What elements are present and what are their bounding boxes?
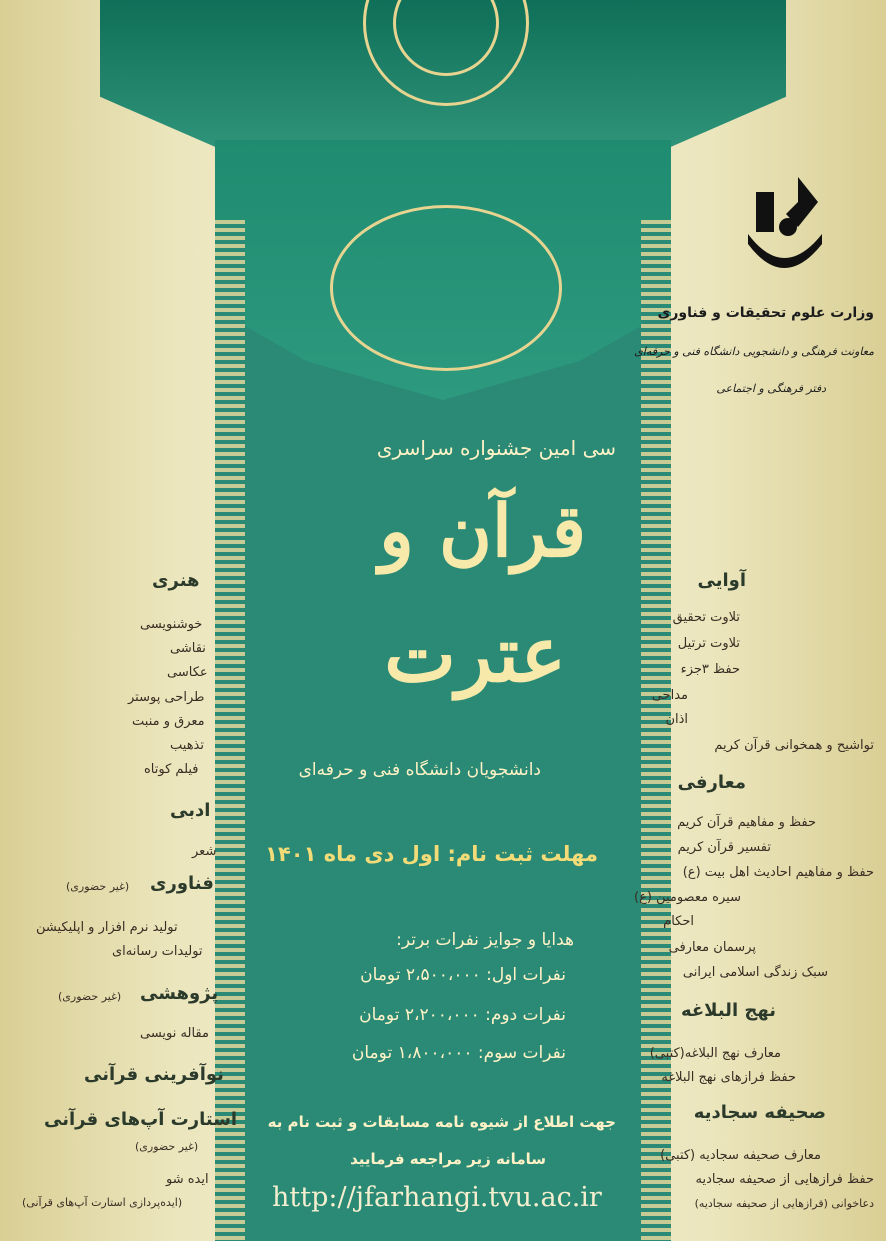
category-title-nahj: نهج البلاغه	[680, 1000, 776, 1021]
list-item: تولیدات رسانه‌ای	[112, 944, 203, 959]
list-item: معارف صحیفه سجادیه (کتبی)	[660, 1148, 821, 1163]
prize-first: نفرات اول: ۲،۵۰۰،۰۰۰ تومان	[360, 965, 566, 985]
list-item: مداحی	[651, 688, 688, 703]
list-item: ایده شو	[166, 1172, 209, 1187]
list-item: حفظ فرازهای نهج البلاغه	[661, 1070, 796, 1085]
list-item: تولید نرم افزار و اپلیکیشن	[36, 920, 178, 935]
list-item: خوشنویسی	[140, 617, 203, 632]
list-item: شعر	[192, 844, 217, 859]
ministry-office: دفتر فرهنگی و اجتماعی	[716, 382, 826, 395]
list-item: عکاسی	[167, 665, 208, 680]
list-item: پرسمان معارفی	[668, 940, 756, 955]
category-title-adabi: ادبی	[170, 800, 211, 821]
prizes-title: هدایا و جوایز نفرات برتر:	[396, 930, 574, 950]
list-item: تواشیح و همخوانی قرآن کریم	[714, 738, 874, 753]
list-item: (ایده‌پردازی استارت آپ‌های قرآنی)	[22, 1196, 183, 1209]
category-title-pajoheshi: پژوهشی	[140, 983, 219, 1004]
list-item: نقاشی	[170, 641, 206, 656]
list-item: حفظ فرازهایی از صحیفه سجادیه	[695, 1172, 874, 1187]
category-title-honari: هنری	[152, 570, 200, 591]
list-item: معارف نهج البلاغه(کتبی)	[649, 1046, 781, 1061]
category-note: (غیر حضوری)	[66, 880, 130, 893]
category-title-fanavari: فناوری	[150, 873, 214, 894]
registration-deadline: مهلت ثبت نام: اول دی ماه ۱۴۰۱	[265, 842, 598, 866]
list-item: تلاوت تحقیق	[672, 610, 740, 625]
category-title-startup: استارت آپ‌های قرآنی	[44, 1109, 238, 1130]
category-title-avayi: آوایی	[697, 570, 746, 591]
list-item: دعاخوانی (فرازهایی از صحیفه سجادیه)	[694, 1197, 874, 1210]
ministry-logo-icon	[738, 172, 830, 270]
list-item: تلاوت ترتیل	[677, 636, 740, 651]
left-border-pattern	[215, 220, 245, 1241]
category-title-noafarini: نوآفرینی قرآنی	[84, 1064, 224, 1085]
list-item: حفظ و مفاهیم قرآن کریم	[677, 815, 816, 830]
list-item: تفسیر قرآن کریم	[677, 840, 771, 855]
info-line2: سامانه زیر مراجعه فرمایید	[350, 1150, 546, 1168]
list-item: حفظ و مفاهیم احادیث اهل بیت (ع)	[682, 865, 874, 880]
prize-third: نفرات سوم: ۱،۸۰۰،۰۰۰ تومان	[351, 1043, 566, 1063]
right-border-pattern	[641, 220, 671, 1241]
festival-title-line2: عترت	[384, 610, 566, 699]
festival-subtitle: سی امین جشنواره سراسری	[376, 436, 616, 460]
mid-rosette	[330, 205, 562, 371]
festival-title-line1: قرآن و	[379, 488, 586, 573]
info-line1: جهت اطلاع از شیوه نامه مسابقات و ثبت نام به	[267, 1113, 616, 1131]
ministry-deputy: معاونت فرهنگی و دانشجویی دانشگاه فنی و حرفه‌ای	[634, 345, 874, 358]
list-item: اذان	[665, 712, 688, 727]
festival-audience: دانشجویان دانشگاه فنی و حرفه‌ای	[298, 760, 541, 780]
list-item: سیره معصومین (ع)	[634, 890, 741, 905]
list-item: مقاله نویسی	[140, 1026, 209, 1041]
list-item: طراحی پوستر	[128, 690, 205, 705]
website-link[interactable]: http://jfarhangi.tvu.ac.ir	[272, 1182, 602, 1213]
list-item: حفظ ۳جزء	[680, 662, 740, 677]
category-note: (غیر حضوری)	[58, 990, 122, 1003]
list-item: تذهیب	[170, 738, 204, 753]
prize-second: نفرات دوم: ۲،۲۰۰،۰۰۰ تومان	[359, 1005, 566, 1025]
list-item: سبک زندگی اسلامی ایرانی	[682, 965, 828, 980]
category-title-sahifeh: صحیفه سجادیه	[693, 1102, 826, 1123]
category-note: (غیر حضوری)	[135, 1140, 199, 1153]
category-title-maarefi: معارفی	[677, 772, 746, 793]
ministry-name: وزارت علوم تحقیقات و فناوری	[657, 305, 874, 321]
list-item: فیلم کوتاه	[144, 762, 199, 777]
list-item: معرق و منبت	[132, 714, 205, 729]
list-item: احکام	[663, 914, 694, 929]
